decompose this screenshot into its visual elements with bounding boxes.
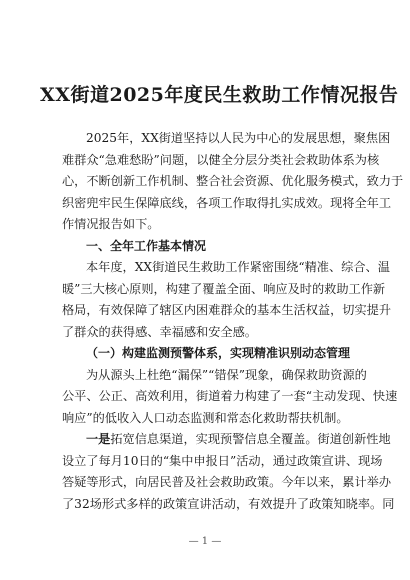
paragraph-line: 织密兜牢民生保障底线，各项工作取得扎实成效。现将全年工 bbox=[62, 195, 392, 210]
page-number: — 1 — bbox=[188, 536, 222, 547]
paragraph-line: 难群众“急难愁盼”问题，以健全分层分类社会救助体系为核 bbox=[62, 152, 380, 167]
paragraph-line: 响应”的低收入人口动态监测和常态化救助帮扶机制。 bbox=[62, 410, 349, 425]
paragraph-line: 本年度，XX街道民生救助工作紧密围绕“精准、综合、温 bbox=[86, 260, 390, 274]
paragraph-line: 2025年，XX街道坚持以人民为中心的发展思想，聚焦困 bbox=[86, 131, 391, 145]
section-heading: 一、全年工作基本情况 bbox=[86, 238, 207, 253]
lead-phrase: 一是 bbox=[86, 432, 111, 446]
paragraph-line: 答疑等形式，向居民普及社会救助政策。今年以来，累计举办 bbox=[62, 475, 392, 489]
section-heading: （一）构建监测预警体系，实现精准识别动态管理 bbox=[86, 346, 351, 360]
paragraph-line: 公平、公正、高效利用，街道着力构建了一套“主动发现、快速 bbox=[62, 389, 398, 403]
paragraph-line: 为从源头上杜绝“漏保”“错保”现象，确保救助资源的 bbox=[86, 367, 367, 382]
paragraph-line: 暖”三大核心原则，构建了覆盖全面、响应及时的救助工作新 bbox=[62, 281, 386, 296]
document-title: XX街道2025年度民生救助工作情况报告 bbox=[40, 84, 399, 106]
paragraph-line: 作情况报告如下。 bbox=[62, 217, 160, 231]
paragraph-line: 格局，有效保障了辖区内困难群众的基本生活权益，切实提升 bbox=[62, 303, 392, 317]
paragraph-line: 设立了每月10日的“集中申报日”活动，通过政策宣讲、现场 bbox=[62, 453, 383, 468]
paragraph-line: 一是拓宽信息渠道，实现预警信息全覆盖。街道创新性地 bbox=[86, 432, 391, 446]
paragraph-line: 了32场形式多样的政策宣讲活动，有效提升了政策知晓率。同 bbox=[62, 496, 395, 511]
paragraph-line: 心，不断创新工作机制、整合社会资源、优化服务模式，致力于 bbox=[62, 174, 404, 188]
paragraph-line: 了群众的获得感、幸福感和安全感。 bbox=[62, 324, 257, 339]
